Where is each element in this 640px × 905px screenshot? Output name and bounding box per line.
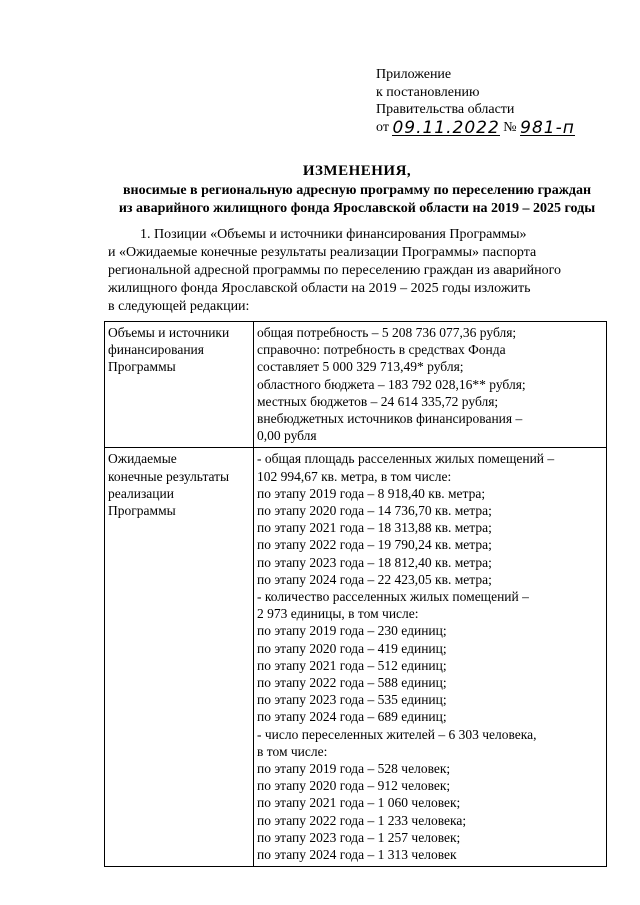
cell-line: - общая площадь расселенных жилых помещений – xyxy=(257,451,555,467)
cell-line: по этапу 2023 года – 1 257 человек; xyxy=(257,829,461,845)
cell-line: по этапу 2022 года – 1 233 человека; xyxy=(257,812,467,828)
cell-line: по этапу 2019 года – 230 единиц; xyxy=(257,623,447,639)
cell-line: областного бюджета – 183 792 028,16** рубля; xyxy=(257,376,526,392)
cell-line: реализации xyxy=(108,485,174,501)
funding-label-cell xyxy=(105,322,254,448)
appendix-line-3: Правительства области xyxy=(376,102,515,117)
cell-line: Программы xyxy=(108,503,176,519)
number-label: № xyxy=(503,119,517,135)
cell-line: по этапу 2019 года – 8 918,40 кв. метра; xyxy=(257,485,486,501)
results-label-cell xyxy=(105,448,254,867)
paragraph-line: жилищного фонда Ярославской области на 2019 – 2025 годы изложить xyxy=(108,281,531,296)
paragraph-line: в следующей редакции: xyxy=(108,299,250,314)
paragraph-line: 1. Позиции «Объемы и источники финансирования Программы» xyxy=(140,227,527,242)
document-title: ИЗМЕНЕНИЯ, xyxy=(302,163,412,179)
cell-line: - количество расселенных жилых помещений – xyxy=(257,589,529,605)
cell-line: по этапу 2023 года – 535 единиц; xyxy=(257,692,447,708)
cell-line: в том числе: xyxy=(257,743,328,759)
cell-line: общая потребность – 5 208 736 077,36 рубля; xyxy=(257,325,517,340)
cell-line: Программы xyxy=(108,359,176,375)
appendix-line-2: к постановлению xyxy=(376,84,480,100)
cell-line: Объемы и источники xyxy=(108,325,230,340)
document-subtitle-line-2: из аварийного жилищного фонда Ярославской области на 2019 – 2025 годы xyxy=(118,201,596,216)
cell-line: по этапу 2020 года – 14 736,70 кв. метра; xyxy=(257,503,492,519)
handwritten-number: 981-п xyxy=(520,117,575,138)
cell-line: по этапу 2020 года – 419 единиц; xyxy=(257,640,447,656)
cell-line: по этапу 2022 года – 588 единиц; xyxy=(257,675,447,691)
document-heading xyxy=(92,162,622,218)
cell-line: местных бюджетов – 24 614 335,72 рубля; xyxy=(257,393,499,409)
from-label: от xyxy=(376,119,389,135)
cell-line: составляет 5 000 329 713,49* рубля; xyxy=(257,359,464,375)
cell-line: конечные результаты xyxy=(108,468,230,484)
cell-line: по этапу 2021 года – 1 060 человек; xyxy=(257,795,461,811)
cell-line: Ожидаемые xyxy=(108,451,177,467)
appendix-line-1: Приложение xyxy=(376,67,452,82)
cell-line: по этапу 2023 года – 18 812,40 кв. метра; xyxy=(257,554,492,570)
paragraph-line: и «Ожидаемые конечные результаты реализации Программы» паспорта xyxy=(108,245,537,260)
cell-line: по этапу 2020 года – 912 человек; xyxy=(257,778,451,794)
table-row-results xyxy=(105,448,607,867)
cell-line: по этапу 2024 года – 22 423,05 кв. метра; xyxy=(257,571,492,587)
cell-line: внебюджетных источников финансирования – xyxy=(257,411,523,427)
document-subtitle-line-1: вносимые в региональную адресную программу по переселению граждан xyxy=(122,183,592,198)
cell-line: по этапу 2021 года – 512 единиц; xyxy=(257,657,447,673)
cell-line: финансирования xyxy=(108,342,204,358)
cell-line: по этапу 2019 года – 528 человек; xyxy=(257,761,451,777)
cell-line: 0,00 рубля xyxy=(257,428,317,444)
appendix-date-line xyxy=(376,119,575,137)
intro-paragraph xyxy=(108,226,608,316)
passport-table xyxy=(104,321,607,867)
appendix-block xyxy=(376,66,575,136)
cell-line: 102 994,67 кв. метра, в том числе: xyxy=(257,468,452,484)
paragraph-line: региональной адресной программы по переселению граждан из аварийного xyxy=(108,263,562,278)
results-value-cell xyxy=(254,448,607,867)
cell-line: - число переселенных жителей – 6 303 человека, xyxy=(257,726,537,742)
table-row-funding xyxy=(105,322,607,448)
funding-value-cell xyxy=(254,322,607,448)
cell-line: по этапу 2022 года – 19 790,24 кв. метра; xyxy=(257,537,492,553)
handwritten-date: 09.11.2022 xyxy=(392,117,500,138)
cell-line: по этапу 2021 года – 18 313,88 кв. метра; xyxy=(257,520,492,536)
cell-line: справочно: потребность в средствах Фонда xyxy=(257,342,506,358)
cell-line: по этапу 2024 года – 689 единиц; xyxy=(257,709,447,725)
cell-line: 2 973 единицы, в том числе: xyxy=(257,606,419,622)
cell-line: по этапу 2024 года – 1 313 человек xyxy=(257,847,457,863)
